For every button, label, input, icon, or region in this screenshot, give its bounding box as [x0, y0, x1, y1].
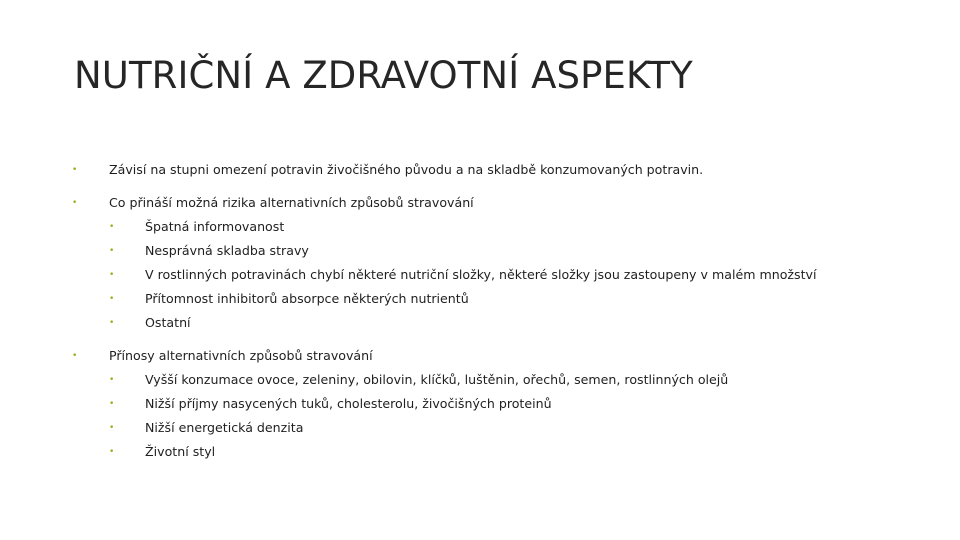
sub-bullet-text: Přítomnost inhibitorů absorpce některých nutrientů — [145, 291, 469, 306]
bullet-text: Co přináší možná rizika alternativních způsobů stravování — [109, 195, 474, 210]
bullet-text: Závisí na stupni omezení potravin živočišného původu a na skladbě konzumovaných potravin. — [109, 162, 704, 177]
slide-title: NUTRIČNÍ A ZDRAVOTNÍ ASPEKTY — [74, 54, 693, 97]
bullet-item-1 — [72, 158, 902, 182]
bullet-icon: • — [72, 198, 78, 208]
bullet-group-1 — [72, 158, 902, 182]
sub-bullet-text: Vyšší konzumace ovoce, zeleniny, obilovin, klíčků, luštěnin, ořechů, semen, rostlinných olejů — [145, 372, 729, 387]
sub-bullet-text: Nesprávná skladba stravy — [145, 243, 309, 258]
bullet-item-2 — [72, 191, 902, 215]
sub-bullet-item — [72, 392, 902, 416]
bullet-text: Přínosy alternativních způsobů stravování — [109, 348, 373, 363]
sub-bullet-item — [72, 440, 902, 464]
bullet-icon: • — [72, 351, 78, 361]
sub-bullet-text: Životní styl — [145, 444, 216, 459]
sub-bullet-text: Nižší energetická denzita — [145, 420, 304, 435]
sub-bullet-text: Nižší příjmy nasycených tuků, cholesterolu, živočišných proteinů — [145, 396, 552, 411]
bullet-item-3 — [72, 344, 902, 368]
sub-bullet-item — [72, 287, 902, 311]
sub-bullet-text: Ostatní — [145, 315, 191, 330]
sub-bullet-icon: • — [109, 246, 115, 256]
sub-bullet-item — [72, 416, 902, 440]
sub-bullet-item — [72, 311, 902, 335]
slide-content — [72, 158, 902, 473]
sub-bullet-icon: • — [109, 375, 115, 385]
sub-bullet-icon: • — [109, 423, 115, 433]
sub-bullet-item — [72, 368, 902, 392]
sub-bullet-item — [72, 239, 902, 263]
sub-bullet-icon: • — [109, 447, 115, 457]
sub-bullet-icon: • — [109, 399, 115, 409]
sub-bullet-text: V rostlinných potravinách chybí některé nutriční složky, některé složky jsou zastoupeny v malém množství — [145, 267, 817, 282]
sub-bullet-icon: • — [109, 318, 115, 328]
bullet-group-3 — [72, 344, 902, 464]
bullet-icon: • — [72, 165, 78, 175]
sub-bullet-icon: • — [109, 222, 115, 232]
sub-bullet-item — [72, 215, 902, 239]
sub-bullet-item — [72, 263, 902, 287]
sub-bullet-icon: • — [109, 270, 115, 280]
sub-bullet-icon: • — [109, 294, 115, 304]
bullet-group-2 — [72, 191, 902, 335]
sub-bullet-text: Špatná informovanost — [145, 219, 285, 234]
